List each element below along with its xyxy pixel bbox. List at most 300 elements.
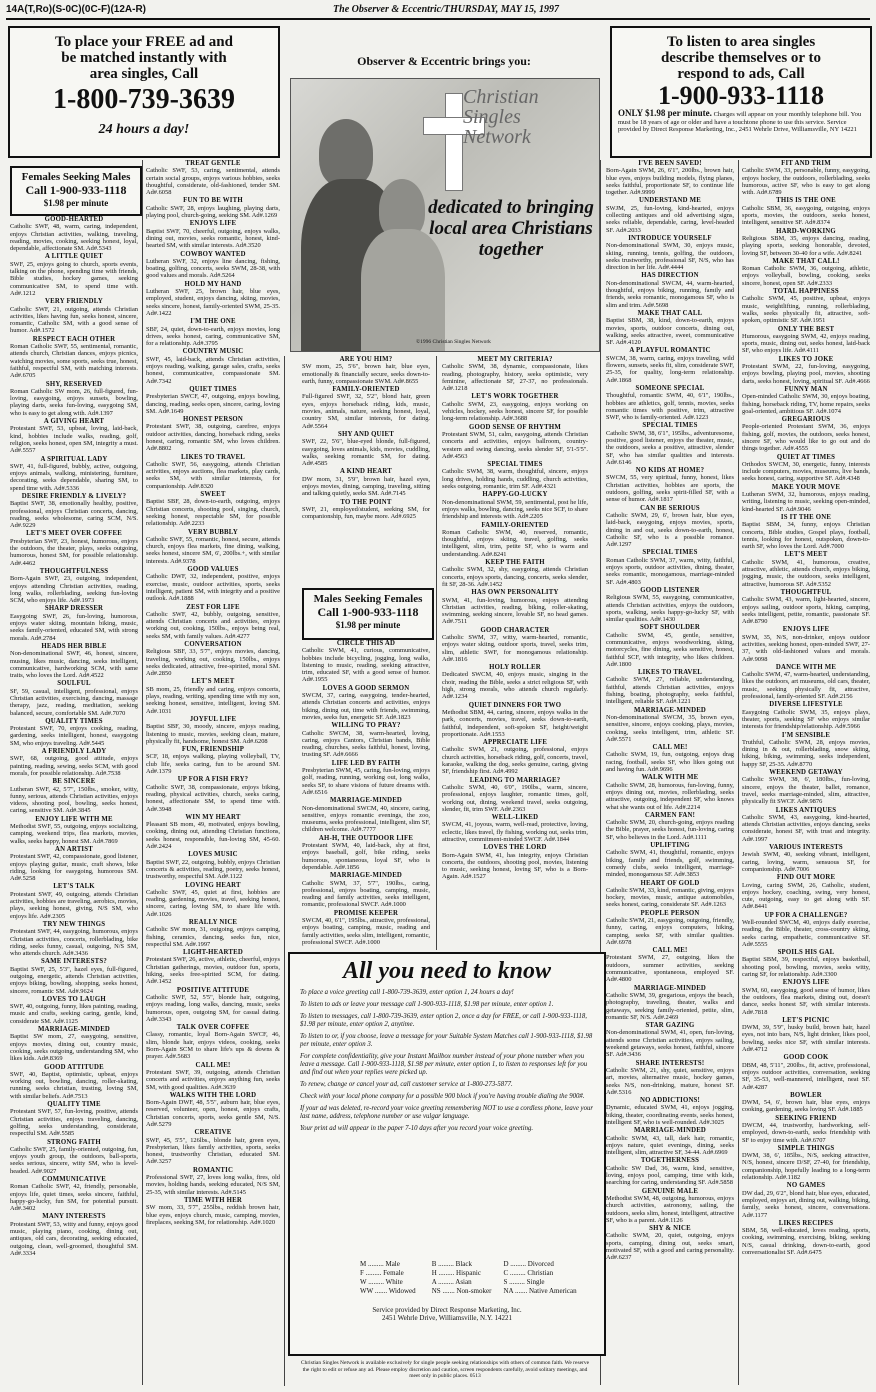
listing-heading: HAS DIRECTION	[641, 272, 699, 280]
listing-text: Full-figured SWF, 32, 5'2", blond hair, green eyes, enjoys horseback riding, kids, music, movies, animals, nature, seeking honest, loyal, country SM, similar interests, for dating. Ad#.5564	[302, 393, 430, 430]
listing-text: Catholic SWM, 23, easygoing, enjoys working on vehicles, hockey, seeks honest, sincere SF, for possible long-term relationship. Ad#.3688	[442, 400, 588, 423]
listing-heading: CIRCLE THIS AD	[336, 640, 396, 647]
listing-heading: LET'S MEET	[191, 678, 235, 686]
publication-date-line: The Observer & Eccentric/THURSDAY, MAY 15, 1997	[333, 4, 559, 15]
listing-heading: AN ARTIST	[54, 845, 93, 853]
fsm-phone: Call 1-900-933-1118	[25, 183, 127, 197]
listing-heading: COUNTRY MUSIC	[182, 348, 244, 356]
listing-heading: MAKE THAT CALL	[637, 309, 703, 317]
listing-heading: FUNNY MAN	[784, 385, 828, 393]
listing-text: Catholic SWM, 38, 6'1", 195lbs., adventuresome, positive, good listener, enjoys the theater, music, the outdoors, seeks a positive, attractive, slender SF, who has similar qualities and interests. Ad#.6146	[606, 429, 734, 466]
listing-heading: FAMILY-ORIENTED	[481, 521, 549, 529]
tagline: dedicated to bringing local area Christians together	[428, 197, 594, 260]
listing-text: SCF, 18, enjoys walking, playing volleyball, TV, club life, seeks caring, fun to be around SM. Ad#.1379	[146, 753, 280, 776]
listing-text: Lutheran SWF, 25, brown hair, blue eyes, employed, student, enjoys dancing, skiing, movies, seeks sincere, honest, family-oriented SWM, 25-35. Ad#.1422	[146, 288, 280, 317]
network-logo: Christian Singles Network	[463, 86, 539, 148]
listing-text: Catholic SWM, 32, shy, easygoing, attends Christian concerts, enjoys sports, dancing, concerts, seeks slender, fit SF, 28-36. Ad#.1452	[442, 566, 588, 588]
listing-text: Baptist SBF, 30, moody, sincere, enjoys reading, listening to music, movies, seeking clean, mature, physically fit, handsome, honest SM. Ad#.6208	[146, 723, 280, 745]
listing-text: Baptist SWF, 38, emotionally healthy, positive, professional, enjoys Christian concerts, dancing, reading, seeks wholesome, caring SCM, N/S. Ad#.9229	[10, 500, 138, 530]
listing-heading: THOUGHTFUL	[780, 588, 832, 596]
listing-text: SWF, 21, employed/student, seeking SM, for companionship, fun, maybe more. Ad#.6925	[302, 505, 430, 521]
listing-heading: SHY AND QUIET	[338, 430, 394, 438]
couple-photo	[290, 78, 600, 352]
column-3-listings-top	[302, 356, 430, 586]
listing-text: Catholic SWM, 19, fun, outgoing, enjoys drag racing, football, seeks SF, who likes going out and having fun. Ad#.9696	[606, 751, 734, 774]
listing-text: SWF, 22, 5'6", blue-eyed blonde, full-figured, easygoing, loves animals, kids, movies, cuddling, walks, seeking romantic SM, for dating. Ad#.4585	[302, 438, 430, 468]
listing-heading: MARRIAGE-MINDED	[37, 1026, 111, 1034]
listing-heading: I'M THE ONE	[190, 318, 236, 326]
listing-heading: GOOD CHARACTER	[480, 626, 550, 634]
listing-text: Methodist SWF, 55, outgoing, enjoys socializing, camping, weekend trips, flea markets, movies, walks, seeks happy, honest SM. Ad#.7869	[10, 823, 138, 845]
listing-text: Easygoing Catholic SWM, 35, enjoys plays, theater, sports, seeking SF who enjoys similar interests for friendship/relationship. Ad#.5966	[742, 708, 870, 731]
listing-heading: LIFE LED BY FAITH	[331, 759, 401, 767]
place-ad-line1: To place your FREE ad and	[55, 34, 233, 50]
listing-heading: COWBOY WANTED	[180, 250, 246, 258]
listing-heading: SPECIAL TIMES	[487, 461, 543, 469]
listing-heading: LOVES A GOOD SERMON	[322, 684, 410, 692]
column-divider	[142, 160, 143, 1385]
listing-heading: CARMEN FAN!	[644, 811, 696, 819]
listing-text: Pleasant SB mom, 49, motivated, enjoys bowling, cooking, dining out, attending Christian functions, seeks honest, responsible, fun-loving SM, 45-60. Ad#.2424	[146, 821, 280, 851]
listing-text: SBM, 58, well-educated, loves reading, sports, cooking, swimming, exercising, biking, seeking N/S, casual drinking, down-to-earth, good conversationalist SF. Ad#.6475	[742, 1227, 870, 1257]
listing-heading: SOFT SHOULDER	[639, 624, 701, 632]
listing-heading: PROMISE KEEPER	[333, 909, 399, 917]
listing-heading: I'VE BEEN SAVED!	[638, 160, 702, 167]
listing-text: Baptist SWF, 25, 5'3", hazel eyes, full-figured, outgoing, energetic, attends Christian activities, enjoys biking, bowling, shopping, seeks honest, sincere, romantic SM. Ad#.9624	[10, 965, 138, 995]
listing-text: Catholic SWM, 39, gregarious, enjoys the beach, photography, traveling, theater, walks and getaways, seeking family-oriented, petite, slim, romantic SF, N/S. Ad#.2469	[606, 991, 734, 1021]
listing-text: Catholic SWF, 38, compassionate, enjoys biking, reading, physical activities, church, seeks caring, honest, affectionate SM, to spend time with. Ad#.3948	[146, 783, 280, 813]
listing-text: Protestant SWF, 57, fun-loving, positive, attends Christian activities, enjoys traveling, dancing, golfing, seeks understanding, considerate, respectful SM. Ad#.5585	[10, 1108, 138, 1138]
know-item: If your ad was deleted, re-record your voice greeting remembering NOT to use a cordless phone, leave your last name, address, telephone number or use vulgar language.	[300, 1105, 594, 1120]
listing-text: Baptist SBM, 38, kind, down-to-earth, enjoys movies, sports, outdoor concerts, dining out, walking, seeks attractive, sweet, communicative SF. Ad#.4120	[606, 317, 734, 347]
page-folio: 14A(T,Ro)(S-0C)(0C-F)(12A-R)	[6, 4, 146, 15]
listing-text: Presbyterian SWCF, 47, outgoing, enjoys bowling, dancing, reading, seeks open, sincere, caring, loving SM. Ad#.1649	[146, 393, 280, 415]
listen-price: ONLY $1.98 per minute.	[618, 108, 712, 118]
listing-heading: MARRIAGE-MINDED	[633, 1127, 707, 1135]
listing-text: SWM, 60, easygoing, good sense of humor, likes the outdoors, flea markets, dining out, doesn't dance, seeks honest SF, with similar interests. Ad#.7818	[742, 986, 870, 1016]
abbreviation-entry: C ......... Christian	[503, 1269, 554, 1277]
listing-heading: SAME INTERESTS?	[41, 958, 107, 966]
listing-text: SWF, 40, outgoing, funny, likes painting, reading, music and crafts, seeking caring, gentle, kind, considerate SM. Ad#.1125	[10, 1003, 138, 1025]
listing-text: Catholic SWM, 21, shy, quiet, sensitive, enjoys art, movies, alternative music, hockey games, seeks N/S, non-drinking, mature, honest SF. Ad#.5316	[606, 1066, 734, 1096]
listing-text: Catholic SWM, 20, church-going, enjoys reading the Bible, prayer, seeks honest, fun-loving, caring SF, who believes in the Lord. Ad#.1111	[606, 819, 734, 841]
listing-heading: COMMUNICATIVE	[41, 1176, 107, 1183]
abbreviation-entry: W ......... White	[360, 1278, 403, 1286]
listing-heading: MARRIAGE-MINDED	[329, 797, 403, 805]
listing-heading: SPOILS HIS GAL	[777, 949, 835, 957]
listen-line3: respond to ads, Call	[677, 66, 805, 82]
listing-heading: BE SINCERE	[52, 778, 96, 786]
listing-text: Catholic SWCM, 38, warm-hearted, loving, caring, enjoys Cantors, Christian bands, Bible reading, churches, seeks faithful, honest, loving, trusting SF. Ad#.6666	[302, 729, 430, 759]
listing-heading: REALLY NICE	[188, 918, 238, 926]
listing-text: SWCM, 38, warm, caring, enjoys traveling, wild flowers, sunsets, seeks fit, slim, considerate SWF, 25-35, for quality, long-term relationship. Ad#.1868	[606, 354, 734, 384]
photo-caption: ©1996 Christian Singles Network	[416, 339, 491, 345]
msf-title: Males Seeking Females	[313, 593, 423, 605]
listing-text: Protestant SWF, 39, outgoing, attends Christian concerts and activities, enjoys anything fun, seeks SM, with good qualities. Ad#.3639	[146, 1068, 280, 1091]
listing-text: Roman Catholic SW mom, 26, full-figured, fun-loving, easygoing, enjoys sunsets, bowling, playing darts, seeks fun-loving, easygoing SM, who is easy to get along with. Ad#.1397	[10, 387, 138, 417]
listing-text: SF, 59, casual, intelligent, professional, enjoys Christian activities, exercising, dancing, massage therapy, jazz, reading, meditation, seeking balanced, secure, comfortable SM. Ad#.7070	[10, 687, 138, 717]
service-footer	[290, 1306, 604, 1322]
listing-text: Roman Catholic SWM, 37, warm, witty, faithful, enjoys sports, outdoor activities, dining, theater, seeks romantic, monogamous, marriage-minded SF. Ad#.4803	[606, 556, 734, 586]
abbreviation-entry: WW ....... Widowed	[360, 1287, 416, 1295]
listing-heading: GOOD VALUES	[187, 566, 239, 574]
listing-heading: HAS OWN PERSONALITY	[471, 589, 559, 597]
females-seeking-males-box	[10, 166, 142, 216]
listing-heading: MARRIAGE-MINDED	[633, 706, 707, 714]
listing-heading: BOWLER	[790, 1091, 822, 1099]
listing-heading: QUALITY TIMES	[45, 717, 103, 725]
listing-heading: CALL ME!	[652, 744, 688, 752]
listing-text: Non-denominational SWCM, 44, warm-hearted, thoughtful, enjoys biking, running, family and friends, seeks romantic, monogamous SF, who is slim and trim. Ad#.5698	[606, 279, 734, 309]
listing-heading: FAMILY-ORIENTED	[332, 386, 400, 394]
listing-heading: INTRODUCE YOURSELF	[628, 234, 712, 242]
listing-text: Catholic SWM, 45, gentle, sensitive, communicative, enjoys woodworking, skiing, motorcycles, fine dining, seeks sensitive, honest, faithful SCF, with integrity, who likes children. Ad#.1800	[606, 631, 734, 668]
listing-heading: SOULFUL	[57, 680, 91, 688]
listing-heading: WILLING TO PRAY?	[331, 722, 401, 730]
listing-text: Catholic SWF, 53, caring, sentimental, attends certain social groups, enjoys various hobbies, seeks thoughtful, considerate, old-fashioned, tender SM. Ad#.6058	[146, 167, 280, 197]
listing-text: Catholic SWM, 40, 6'0", 190lbs., warm, sincere, professional, enjoys laughter, romantic times, golf, working out, dining, weekend travel, seeks outgoing, slender, fit, trim SWF. Ad#.2363	[442, 783, 588, 813]
listing-heading: AH-H, THE OUTDOOR LIFE	[318, 834, 414, 842]
listing-heading: NO GAMES	[786, 1182, 826, 1190]
column-divider	[738, 160, 739, 1385]
msf-phone: Call 1-900-933-1118	[317, 605, 419, 619]
listing-heading: CONVERSATION	[184, 641, 242, 648]
listing-heading: NO ADDICTIONS!	[639, 1097, 701, 1105]
listing-text: Baptist SWF, 22, outgoing, bubbly, enjoys Christian concerts & activities, reading, poetry, seeks honest, trustworthy, respectful SM. Ad#.1122	[146, 858, 280, 881]
listing-heading: DIVERSE LIFESTYLE	[769, 701, 843, 709]
listing-heading: LIGHT-HEARTED	[183, 949, 243, 957]
listing-text: SWF, 68, outgoing, good attitude, enjoys painting, reading, sewing, seeks SCM, with good morals, for possible relationship. Ad#.7538	[10, 755, 138, 777]
listing-text: Protestant SWF, 26, active, athletic, cheerful, enjoys Christian gatherings, movies, outdoor fun, sports, hiking, seeks free-spirited SCM, for dating. Ad#.1452	[146, 956, 280, 986]
listing-text: SWM, 35, N/S, non-drinker, enjoys outdoor activities, seeking honest, open-minded SWF, 27-37, with old-fashioned values and morals. Ad#.9098	[742, 633, 870, 663]
listing-heading: ENJOYS LIFE	[189, 220, 237, 228]
know-title: All you need to know	[342, 958, 552, 984]
listing-heading: FUN TO BE WITH	[183, 197, 243, 205]
listing-heading: PEOPLE PERSON	[640, 909, 700, 917]
listing-text: Baptist SWF, 70, cheerful, outgoing, enjoys walks, dining out, movies, seeks romantic, honest, kind-hearted SM, with similar interests. Ad#.3520	[146, 227, 280, 250]
listing-heading: SPECIAL TIMES	[642, 549, 698, 557]
listing-heading: TRY NEW THINGS	[42, 920, 106, 928]
listing-text: Catholic SWF, 55, romantic, honest, secure, attends church, enjoys flea markets, fine dining, walking, seeks honest, sincere SM, 6', 200lbs.+, with similar interests. Ad#.9378	[146, 535, 280, 565]
listing-text: SWCM, 55, very spiritual, funny, honest, likes Christian activities, hobbies are sports, the outdoors, golfing, seeks spirit-filled SF, with a sense of humor. Ad#.1817	[606, 474, 734, 504]
listing-heading: GOOD LISTENER	[640, 586, 700, 594]
listing-text: Born-Again SWM, 26, 6'1", 200lbs., brown hair, blue eyes, enjoys building models, flying planes, seeks faithful, proportionate SF, to continue life together. Ad#.9999	[606, 167, 734, 197]
listing-text: Baptist SBM, 34, funny, enjoys Christian concerts, Bible studies, Gospel plays, football, tennis, looking for honest, outspoken, down-to-earth SF, who loves the Lord. Ad#.7000	[742, 521, 870, 551]
listing-text: Catholic SW Dad, 36, warm, kind, sensitive, loving, enjoys pool, camping, time with kids, searching for caring, understanding SF. Ad#.5858	[606, 1164, 734, 1187]
listing-heading: DESIRE FRIENDLY & LIVELY?	[21, 492, 127, 500]
man-figure-icon	[319, 119, 373, 187]
know-item: For complete confidentiality, give your Instant Mailbox number instead of your phone number when you leave a message. Call 1-900-933-1118, $1.98 per minute, enter option 1, to listen to responses left for you and find out when your replies were picked up.	[300, 1053, 588, 1076]
center-title: Observer & Eccentric brings you:	[357, 54, 531, 68]
listing-heading: CALL ME!	[652, 947, 688, 955]
know-item: To listen to ads or leave your message call 1-900-933-1118, $1.98 per minute, enter option 1.	[300, 1001, 554, 1008]
listing-text: Catholic SWM, 41, curious, communicative, hobbies include bicycling, jogging, long walks, listening to music, reading, seeking attractive, trim, educated SF, with a good sense of humor. Ad#.1955	[302, 647, 430, 684]
listing-text: Protestant SWM, 51, calm, easygoing, attends Christian concerts and activities, enjoys ballroom, country-western and swing dancing, seeks slender SF, 5'1-5'5". Ad#.4563	[442, 430, 588, 460]
listing-text: SBF, 24, quiet, down-to-earth, enjoys movies, long drives, seeks honest, caring, communicative SM, for a relationship. Ad#.3795	[146, 325, 280, 348]
listing-heading: A LITTLE QUIET	[45, 253, 103, 261]
listing-heading: HAPPY-GO-LUCKY	[482, 491, 548, 499]
listing-heading: MAKE YOUR MOVE	[771, 483, 841, 491]
listing-heading: UP FOR A CHALLENGE?	[764, 911, 848, 919]
listing-heading: ENJOYS LIFE	[782, 626, 830, 634]
column-3-listings-bottom	[302, 640, 430, 946]
know-item: To listen to messages, call 1-800-739-3639, enter option 2, once a day for FREE, or call 1-900-933-1118, $1.98 per minute, enter option 2, anytime.	[300, 1013, 588, 1028]
listing-heading: DANCE WITH ME	[775, 663, 837, 671]
listing-text: Catholic SWM, 37, witty, warm-hearted, romantic, enjoys water skiing, outdoor sports, travel, seeks trim, slim, athletic SWF, for monogamous relationship. Ad#.1816	[442, 633, 588, 663]
listing-text: Protestant SWM, 22, fun-loving, easygoing, enjoys bowling, playing pool, movies, shooting darts, seeks honest, loving, spiritual SF. Ad#.4666	[742, 363, 870, 385]
listing-heading: LIKES TO TRAVEL	[180, 453, 246, 461]
listing-text: People-oriented Protestant SWM, 36, enjoys fishing, golf, movies, the outdoors, seeks honest, sincere SF, who would like to go out and do things together. Ad#.4555	[742, 423, 870, 453]
listing-text: Non-denominational SWM, 30, enjoys music, skiing, running, tennis, golfing, the outdoors, seeks trustworthy, professional SF, N/S, who has direction in her life. Ad#.4444	[606, 242, 734, 272]
listing-text: Jewish SWM, 40, seeking vibrant, intelligent, caring, loving, warm, sensuous SF, for companionship. Ad#.7006	[742, 851, 870, 873]
listing-heading: FIND OUT MORE	[776, 874, 836, 882]
page-header	[6, 4, 870, 20]
listen-ads-box	[610, 26, 872, 158]
abbreviation-entry: D ......... Divorced	[503, 1260, 554, 1268]
listing-text: Catholic SWM, 45, positive, upbeat, enjoys music, weightlifting, running, rollerblading, walks, seeks physically fit, attractive, soft-spoken, optimistic SF. Ad#.1951	[742, 295, 870, 325]
listing-text: SWF, 45, laid-back, attends Christian activities, enjoys reading, walking, garage sales, crafts, seeks honest, communicative, compassionate SM. Ad#.7342	[146, 355, 280, 385]
listing-text: Catholic SWF, 28, enjoys laughing, playing darts, playing pool, church-going, seeking SM. Ad#.1269	[146, 204, 280, 220]
msf-price: $1.98 per minute	[335, 620, 401, 630]
service-address: 2451 Wehrle Drive, Williamsville, N.Y. 14221	[381, 1314, 512, 1322]
column-divider	[436, 356, 437, 950]
column-6-listings	[742, 160, 870, 1385]
listing-text: Catholic SBM, 36, easygoing, outgoing, enjoys sports, movies, the outdoors, seeks honest, intelligent, sensitive SF. Ad#.8374	[742, 204, 870, 227]
listing-text: Catholic SWF, 56, easygoing, attends Christian activities, enjoys auctions, flea markets, play cards, seeks SM, with similar interests, for companionship. Ad#.8320	[146, 460, 280, 490]
listing-heading: ENJOY LIFE WITH ME	[35, 815, 113, 823]
listing-text: Religious SWM, 55, easygoing, communicative, attends Christian activities, enjoys the outdoors, sports, walking, seeks happy-go-lucky SF, with similar qualities. Ad#.1430	[606, 594, 734, 624]
listing-text: Roman Catholic SWM, 36, outgoing, athletic, enjoys volleyball, bowling, cooking, seeks sincere, honest, open SF. Ad#.2333	[742, 265, 870, 287]
listing-text: Catholic SWF, 45, quiet at first, hobbies are reading, gardening, movies, travel, seeking honest, sincere, caring, loving SM, to share life with. Ad#.1026	[146, 888, 280, 918]
listing-heading: VERY BUBBLY	[188, 528, 238, 536]
listing-heading: STRONG FAITH	[47, 1138, 101, 1146]
listing-text: Baptist SBF, 28, down-to-earth, outgoing, enjoys Christian concerts, shooting pool, singing, church, seeking honest, respectable SM, for possible relationship. Ad#.2233	[146, 498, 280, 528]
abbreviation-entry: A ......... Asian	[431, 1278, 472, 1286]
listing-heading: UP FOR A FISH FRY?	[177, 776, 249, 784]
listing-heading: CAN BE SERIOUS	[640, 504, 700, 512]
listing-text: Dedicated SWCM, 40, enjoys music, singing in the choir, reading the Bible, seeks a strict religious SF, with high, strong morals, who attends church regularly. Ad#.1234	[442, 671, 588, 701]
listing-heading: SPECIAL TIMES	[642, 422, 698, 430]
listing-heading: FUN, FRIENDSHIP	[181, 746, 245, 754]
listing-heading: QUIET TIMES	[189, 385, 237, 393]
listing-text: Catholic SWM, 43, tall, dark hair, romantic, enjoys nature, quiet evenings, dining, seeks intelligent, slim, attractive SF, 34-44. Ad#.6969	[606, 1134, 734, 1157]
listing-text: Protestant SWF, 70, enjoys cooking, reading, gardening, seeks intelligent, honest, easygoing SM, who enjoys traveling. Ad#.5445	[10, 725, 138, 747]
all-you-need-to-know-box	[288, 952, 606, 1356]
listing-heading: POSITIVE ATTITUDE	[176, 986, 250, 994]
listen-phone: 1-900-933-1118	[657, 81, 825, 110]
listing-text: Open-minded Catholic SWM, 30, enjoys boating, fishing, horseback riding, TV, home repairs, seeks goal-oriented, ambitious SF. Ad#.1074	[742, 393, 870, 415]
listing-heading: ZEST FOR LIFE	[186, 603, 240, 611]
listing-heading: GOOD ATTITUDE	[44, 1063, 104, 1071]
column-divider	[284, 356, 285, 1386]
listing-text: Catholic SWF, 25, family-oriented, outgoing, fun, enjoys youth group, the outdoors, ball-sports, seeks serious, sincere, witty SM, who is level-headed. Ad#.9027	[10, 1145, 138, 1175]
listing-text: Catholic SWM, 43, warm, light-hearted, sincere, enjoys sailing, outdoor sports, hiking, camping, seeks intelligent, petite, romantic, passionate SF. Ad#.8790	[742, 596, 870, 626]
listen-line1: To listen to area singles	[666, 34, 816, 50]
listing-heading: WEEKEND GETAWAY	[769, 769, 843, 777]
listing-heading: GREGARIOUS	[781, 416, 831, 424]
listing-heading: LOVES THE LORD	[483, 844, 547, 852]
column-4-listings	[442, 356, 588, 950]
listing-heading: CREATIVE	[194, 1129, 232, 1137]
listing-text: Protestant SWF, 44, easygoing, humorous, enjoys Christian activities, concerts, rollerblading, bike riding, seeks funny, casual, outgoing, N/S SM, who attends church. Ad#.3436	[10, 928, 138, 958]
listing-text: Catholic SW mom, 31, outgoing, enjoys camping, fishing, ceramics, dancing, seeks fun, nice, respectful SM. Ad#.1997	[146, 926, 280, 948]
listing-heading: IS IT THE ONE	[780, 513, 832, 521]
listing-text: Well-rounded SWCM, 40, enjoys daily exercise, reading, the Bible, theater, cross-country skiing, seeks caring, empathetic, communicative SF. Ad#.5555	[742, 918, 870, 948]
listing-heading: GOOD COOK	[783, 1054, 829, 1062]
listing-text: SWF, 45, 5'5", 126lbs., blonde hair, green eyes, Presbyterian, likes family activities, sports, seeks honest, trustworthy Christian, educated SM. Ad#.3257	[146, 1136, 280, 1166]
abbreviation-entry: H ......... Hispanic	[431, 1269, 481, 1277]
listing-heading: ENJOYS LIFE	[782, 979, 830, 987]
listing-text: SWCM, 40, 6'1", 195lbs., attractive, professional, enjoys boating, camping, music, reading and family activities, seeks slim, intelligent, romantic, professional SWCF. Ad#.1000	[302, 916, 430, 946]
listing-text: Protestant SWF, 49, outgoing, attends Christian activities, hobbies are traveling, aerobics, movies, plays, seeking honest, giving, N/S SM, who enjoys life. Ad#.2305	[10, 890, 138, 920]
listing-heading: TOTAL HAPPINESS	[773, 288, 839, 296]
listing-heading: HARD-WORKING	[776, 227, 836, 235]
listing-text: Protestant SWF, 38, outgoing, carefree, enjoys outdoor activities, dancing, horseback riding, seeks honest, caring, romantic SM, who loves children. Ad#.8802	[146, 423, 280, 453]
listing-text: Religious SBM, 35, enjoys dancing, reading, playing sports, seeking honorable, devoted, loving SF, between 30-40 for a wife. Ad#.8241	[742, 234, 870, 257]
listing-text: SWF, 41, full-figured, bubbly, active, outgoing, enjoys animals, walking, ministering, furniture, decorating, seeks dependable, sharing SM, to spend time with. Ad#.5336	[10, 462, 138, 492]
listing-heading: JOYFUL LIFE	[189, 715, 237, 723]
listing-heading: GOOD-HEARTED	[44, 216, 104, 223]
listing-text: Catholic SWM, 27, reliable, understanding, faithful, attends Christian activities, enjoys fishing, boating, photography, seeks faithful, intelligent, reliable SF. Ad#.1221	[606, 676, 734, 706]
listing-heading: WELL-LIKED	[491, 814, 539, 822]
listing-text: Catholic SWM, 29, 6', brown hair, blue eyes, laid-back, easygoing, enjoys movies, sports, dining in and out, seeks down-to-earth, honest, Catholic SF, who is a possible romance. Ad#.1297	[606, 511, 734, 549]
listing-heading: HOLY ROLLER	[489, 664, 541, 672]
listing-heading: CALL ME!	[195, 1061, 231, 1069]
listing-text: Non-denominational SWCM, 40, sincere, caring, sensitive, enjoys romantic evenings, the zoo, museums, seeks professional, intelligent, slim SF, children welcome. Ad#.7777	[302, 804, 430, 834]
listing-heading: APPRECIATE LIFE	[482, 739, 548, 747]
know-item: To renew, change or cancel your ad, call customer service at 1-800-273-5877.	[300, 1081, 513, 1088]
listing-heading: MARRIAGE-MINDED	[633, 984, 707, 992]
know-item: Your print ad will appear in the paper 7-10 days after you record your voice greeting.	[300, 1125, 534, 1132]
listing-text: Catholic SWM, 21, easygoing, outgoing, friendly, funny, caring, enjoys computers, hiking, camping, seeks SF, with similar qualities. Ad#.6978	[606, 916, 734, 946]
listing-text: Methodist SWM, 48, outgoing, humorous, enjoys church activities, astronomy, sailing, the outdoors, seeks slim, honest, intelligent, attractive SF, who is a parent. Ad#.1126	[606, 1194, 734, 1224]
listing-text: Born-Again SWF, 23, outgoing, independent, enjoys attending Christian activities, reading, long walks, rollerblading, seeking fun-loving SCM, who enjoys life. Ad#.1973	[10, 575, 138, 605]
column-5-listings	[606, 160, 734, 1385]
listing-text: SWF, 40, Baptist, optimistic, upbeat, enjoys working out, bowling, dancing, roller-skating, running, seeks christian, trusting, loving SM, with similar beliefs. Ad#.7513	[10, 1070, 138, 1100]
listing-heading: LET'S MEET OVER COFFEE	[26, 530, 122, 538]
listing-text: SWM, 41, fun-loving, humorous, enjoys attending Christian activities, reading, biking, roller-skating, swimming, seeking sincere, lovable SF, no head games. Ad#.7511	[442, 596, 588, 626]
listing-heading: WALK WITH ME	[641, 774, 699, 782]
listing-heading: SWEET	[200, 491, 226, 499]
listing-heading: LIKES RECIPES	[778, 1219, 834, 1227]
listing-text: Orthodox SWCM, 30, energetic, funny, interests include computers, movies, museums, live bands, seeks honest, caring, supportive SF. Ad#.4348	[742, 460, 870, 483]
listing-heading: TOGETHERNESS	[640, 1157, 700, 1165]
abbreviation-entry: NS ....... Non-smoker	[431, 1287, 492, 1295]
listing-text: SWCM, 37, caring, easygoing, tender-hearted, attends Christian concerts and activities, enjoys biking, dining out, time with friends, swimming, movies, seeks fun, energetic SF. Ad#.1823	[302, 692, 430, 721]
listing-text: Catholic SWM, 37, 5'7", 190lbs., caring, professional, enjoys boating, camping, music, reading and family activities, seeks intelligent, romantic, professional SWCF. Ad#.1000	[302, 879, 430, 909]
listing-heading: WIN MY HEART	[185, 813, 241, 821]
know-item: To place a voice greeting call 1-800-739-3639, enter option 1, 24 hours a day!	[300, 989, 514, 996]
listing-text: Catholic SWF, 52, 5'5", blonde hair, outgoing, enjoys reading, long walks, dancing, music, seeks humorous, open, outgoing SM, for casual dating. Ad#.3343	[146, 993, 280, 1023]
listing-heading: UPLIFTING	[650, 842, 690, 850]
listing-text: SWJM, 25, fun-loving, kind-hearted, enjoys collecting antiques and old advertising signs, seeks reliable, dependable, caring, level-headed SF. Ad#.2033	[606, 204, 734, 234]
listing-text: Catholic SWF, 42, bubbly, outgoing, sensitive, attends Christian concerts and activities, enjoys working out, cooking, 150lbs., enjoys being real, seeks SM, with family values. Ad#.4277	[146, 610, 280, 640]
listing-heading: LIKES TO JOKE	[778, 355, 834, 363]
listing-text: DW mom, 31, 5'9", brown hair, hazel eyes, enjoys movies, dining, camping, traveling, sitting and talking quietly, seeks SM. Ad#.7145	[302, 475, 430, 498]
listing-heading: TALK OVER COFFEE	[176, 1024, 250, 1032]
column-1-listings	[10, 216, 138, 1386]
abbreviation-entry: B ......... Black	[431, 1260, 472, 1268]
listing-heading: MEET MY CRITERIA?	[477, 356, 553, 363]
listen-line2: describe themselves or to	[660, 50, 822, 66]
listing-text: Catholic SWM, 41, thoughtful, romantic, enjoys biking, family and friends, golf, swimming, comedy clubs, seeks intelligent, marriage-minded, monogamous SF. Ad#.3853	[606, 849, 734, 879]
listing-heading: NO KIDS AT HOME?	[635, 467, 705, 475]
column-2-listings	[146, 160, 280, 1385]
listing-text: Thoughtful, romantic SWM, 40, 6'1", 190lbs., hobbies are athletics, golf, tennis, movies, seeks romantic times with positive, trim, attractive SWF, who is family-oriented. Ad#.1223	[606, 392, 734, 422]
listing-text: Presbyterian SWF, 23, honest, humorous, enjoys the outdoors, the theater, plays, seeks outgoing, humorous, honest SM, for possible relationship. Ad#.4462	[10, 537, 138, 567]
listing-heading: I'M SENSIBLE	[781, 731, 831, 739]
listing-text: Catholic SWF, 48, warm, caring, independent, enjoys Christian activities, walking, traveling, reading, movies, cooking, seeking honest, loyal, dependable, affectionate SM. Ad#.5343	[10, 223, 138, 253]
listing-heading: LOVES TO LAUGH	[42, 995, 106, 1003]
listing-heading: FIT AND TRIM	[781, 160, 831, 167]
listen-fine-print	[612, 110, 870, 134]
listing-text: Baptist SBM, 39, respectful, enjoys basketball, shooting pool, bowling, movies, seeks witty, caring SF, for relationship. Ad#.3300	[742, 956, 870, 979]
fsm-price: $1.98 per minute	[43, 198, 109, 208]
listing-heading: HEADS HER BIBLE	[41, 642, 107, 650]
listing-text: Lutheran SWF, 42, 5'7", 150lbs., smoker, witty, funny, serious, attends Christian activities, enjoys videos, shooting pool, bowling, seeks honest, caring, sensitive SM. Ad#.3845	[10, 785, 138, 815]
listing-heading: HEART OF GOLD	[640, 879, 700, 887]
know-item: To listen to or, if you choose, leave a message for your Suitable System Matches call 1-900-933-1118, $1.98 per minute, enter option 3.	[300, 1033, 593, 1048]
place-ad-box	[8, 26, 280, 158]
listing-text: Non-denominational SWM, 41, open, fun-loving, attends some Christian activities, enjoys sailing, weekend getaways, seeks honest, faithful, sincere SF. Ad#.3436	[606, 1029, 734, 1059]
listing-text: Catholic SWM, 38, dynamic, compassionate, likes reading, photography, history, seeks optimistic, very feminine, affectionate SF, 27-37, no professionals. Ad#.1218	[442, 363, 588, 393]
listing-text: Lutheran SWM, 32, humorous, enjoys reading, writing, listening to music, seeking open-minded, kind-hearted SF. Ad#.9046	[742, 491, 870, 513]
listing-text: Non-denominational SWF, 46, honest, sincere, musing, likes music, dancing, seeks intelligent, communicative, hardworking SCM, with same traits, who loves the Lord. Ad#.4522	[10, 650, 138, 680]
listing-heading: UNDERSTAND ME	[639, 197, 701, 205]
listing-text: Methodist SBM, 44, caring, sincere, enjoys walks in the park, concerts, movies, travel, seeks down-to-earth, faithful, independent, soft-spoken SF, height/weight proportionate. Ad#.1553	[442, 708, 588, 738]
listing-text: Humorous, easygoing SWM, 42, enjoys reading, sports, music, dining out, seeks honest, laid-back SF, who enjoys life. Ad#.4111	[742, 332, 870, 355]
listing-text: DWCM, 44, trustworthy, hardworking, self-employed, down-to-earth, seeks friendship with SF to enjoy time with. Ad#.6707	[742, 1122, 870, 1144]
listing-text: Classy, romantic, loyal Born-Again SWCF, 46, slim, blonde hair, enjoys videos, cooking, seeks Born-Again SCM to share life's ups & downs & prayer. Ad#.5683	[146, 1031, 280, 1061]
listing-heading: SEEKING FRIEND	[775, 1114, 837, 1122]
listing-heading: GOOD SENSE OF RHYTHM	[469, 423, 561, 431]
place-ad-line2: be matched instantly with	[61, 50, 227, 66]
listing-heading: LEADING TO MARRIAGE?	[469, 776, 561, 784]
listing-text: Protestant SWF, 53, upbeat, loving, laid-back, kind, hobbies include walks, reading, golf, religion, seeks honest, open SM, integrity a must. Ad#.5557	[10, 425, 138, 455]
listing-heading: SHARP DRESSER	[44, 605, 104, 613]
listing-heading: A FRIENDLY LADY	[41, 748, 107, 756]
listing-text: DW dad, 29, 6'2", blond hair, blue eyes, educated, employed, enjoys art, dining out, walking, biking, family, seeks honest, sincere, conversations. Ad#.1177	[742, 1189, 870, 1219]
listing-heading: SHY, RESERVED	[45, 380, 103, 388]
listing-text: Catholic SWM, 41, humorous, creative, attractive, athletic, attends church, enjoys biking, jogging, music, the outdoors, seeks intelligent, attractive, humorous SF. Ad#.5352	[742, 558, 870, 588]
listing-text: SW mom, 25, 5'6", brown hair, blue eyes, emotionally & financially secure, seeks down-to-earth, funny, compassionate SWM. Ad#.8655	[302, 363, 430, 385]
place-ad-line3: area singles, Call	[89, 66, 199, 82]
listing-text: Catholic SWF, 21, outgoing, attends Christian activities, likes having fun, seeks honest, sincere, romantic, Catholic SM, with a good sense of humor. Ad#.1572	[10, 305, 138, 335]
listing-text: Presbyterian SWM, 45, caring, fun-loving, enjoys golf, reading, running, working out, long walks, seeks SF, to share visions of future dreams with. Ad#.6516	[302, 767, 430, 796]
listing-heading: GENUINE MALE	[641, 1187, 699, 1195]
listing-heading: A KIND HEART	[339, 468, 392, 476]
listing-text: Catholic SWM, 21, outgoing, professional, enjoys church activities, horseback riding, golf, concerts, travel, karaoke, walking the dog, seeks genuine, caring, giving SF, friendship first. Ad#.4992	[442, 746, 588, 776]
listing-heading: VARIOUS INTERESTS	[769, 844, 843, 852]
listing-heading: ROMANTIC	[192, 1166, 234, 1174]
listing-text: Protestant SWF, 42, compassionate, good listener, enjoys playing guitar, music, craft shows, bike riding, looking for easygoing, humorous SM. Ad#.5258	[10, 853, 138, 883]
listing-heading: TREAT GENTLE	[185, 160, 241, 167]
listing-text: Roman Catholic SWF, 42, friendly, personable, enjoys life, quiet times, seeks sincere, faithful, happy-go-lucky, fun SM, for potential pursuit. Ad#.3402	[10, 1183, 138, 1213]
listing-heading: MARRIAGE-MINDED	[329, 872, 403, 880]
listing-heading: THIS IS THE ONE	[776, 197, 836, 205]
listen-fine: Charges will appear on your monthly telephone bill. You must be 18 years of age or older and have a touchtone phone to use this service. Service provided by Direct Response Marketing, Inc., 2451 Wehrle Drive, Williamsville, NY 14221	[618, 111, 862, 133]
listing-text: SW mom, 33, 5'7", 255lbs., reddish brown hair, blue eyes, enjoys church, music, camping, movies, fireplaces, seeking SM, for relationship. Ad#.1020	[146, 1204, 280, 1226]
listing-text: Baptist SW mom, 27, easygoing, sensitive, enjoys movies, dining out, country music, cooking, seeks outgoing, understanding SM, who likes kids. Ad#.8369	[10, 1033, 138, 1063]
listing-text: Catholic SWM, 20, quiet, outgoing, enjoys sports, camping, dining out, seeks smart, motivated SF, with a good and caring personality. Ad#.6237	[606, 1232, 734, 1262]
listing-heading: ONLY THE BEST	[777, 325, 835, 333]
listing-heading: KEEP THE FAITH	[485, 559, 545, 567]
listing-heading: ARE YOU HIM?	[339, 356, 393, 363]
know-instructions	[290, 989, 604, 1133]
listing-text: Lutheran SWF, 32, enjoys line dancing, fishing, boating, golfing, concerts, seeks SWM, 28-38, with good values and morals. Ad#.5264	[146, 257, 280, 280]
listing-heading: MAKE THAT CALL!	[772, 257, 840, 265]
listing-heading: A PLAYFUL ROMANTIC	[629, 347, 711, 355]
